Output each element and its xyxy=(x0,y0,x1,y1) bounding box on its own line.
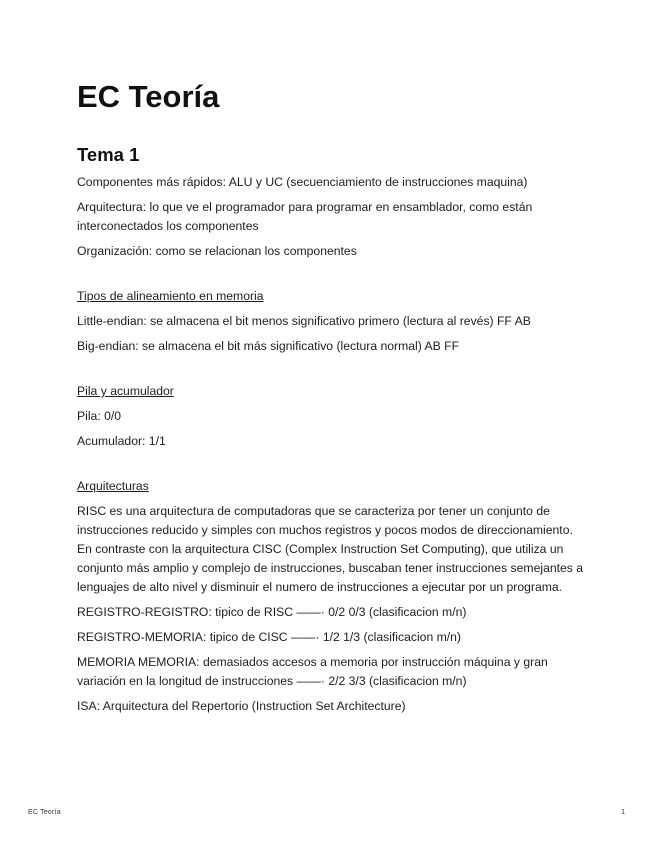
paragraph-acumulador: Acumulador: 1/1 xyxy=(77,434,166,448)
subheading-alineamiento: Tipos de alineamiento en memoria xyxy=(77,289,264,303)
page-content xyxy=(77,78,587,722)
paragraph-registro-registro: REGISTRO-REGISTRO: tipico de RISC ——· 0/2 0/3 (clasificacion m/n) xyxy=(77,605,467,619)
section-heading-tema-1: Tema 1 xyxy=(77,144,140,165)
paragraph-arquitectura: Arquitectura: lo que ve el programador para programar en ensamblador, como están interconectados los componentes xyxy=(77,200,533,233)
document-title: EC Teoría xyxy=(77,79,220,114)
paragraph-registro-memoria: REGISTRO-MEMORIA: tipico de CISC ——· 1/2 1/3 (clasificacion m/n) xyxy=(77,630,461,644)
paragraph-little-endian: Little-endian: se almacena el bit menos significativo primero (lectura al revés) FF AB xyxy=(77,314,531,328)
paragraph-organizacion: Organización: como se relacionan los componentes xyxy=(77,244,357,258)
subheading-arquitecturas: Arquitecturas xyxy=(77,479,149,493)
paragraph-isa: ISA: Arquitectura del Repertorio (Instruction Set Architecture) xyxy=(77,699,406,713)
subheading-pila-acumulador: Pila y acumulador xyxy=(77,384,174,398)
footer-document-title: EC Teoría xyxy=(28,809,61,816)
paragraph-pila: Pila: 0/0 xyxy=(77,409,122,423)
paragraph-risc: RISC es una arquitectura de computadoras que se caracteriza por tener un conjunto de instrucciones reducido y simples con muchos registros y pocos modos de direccionamiento. En contraste con la arquitectura CISC (Complex Instruction Set Computing), que utiliza un conjunto más amplio y complejo de instrucciones, buscaban tener instrucciones semejantes a lenguajes de alto nivel y disminuir el numero de instrucciones a ejecutar por un programa. xyxy=(77,504,584,594)
paragraph-memoria-memoria: MEMORIA MEMORIA: demasiados accesos a memoria por instrucción máquina y gran variación en la longitud de instrucciones ——· 2/2 3/3 (clasificacion m/n) xyxy=(77,655,548,688)
paragraph-big-endian: Big-endian: se almacena el bit más significativo (lectura normal) AB FF xyxy=(77,339,460,353)
paragraph-componentes: Componentes más rápidos: ALU y UC (secuenciamiento de instrucciones maquina) xyxy=(77,175,528,189)
footer-page-number: 1 xyxy=(621,809,625,816)
